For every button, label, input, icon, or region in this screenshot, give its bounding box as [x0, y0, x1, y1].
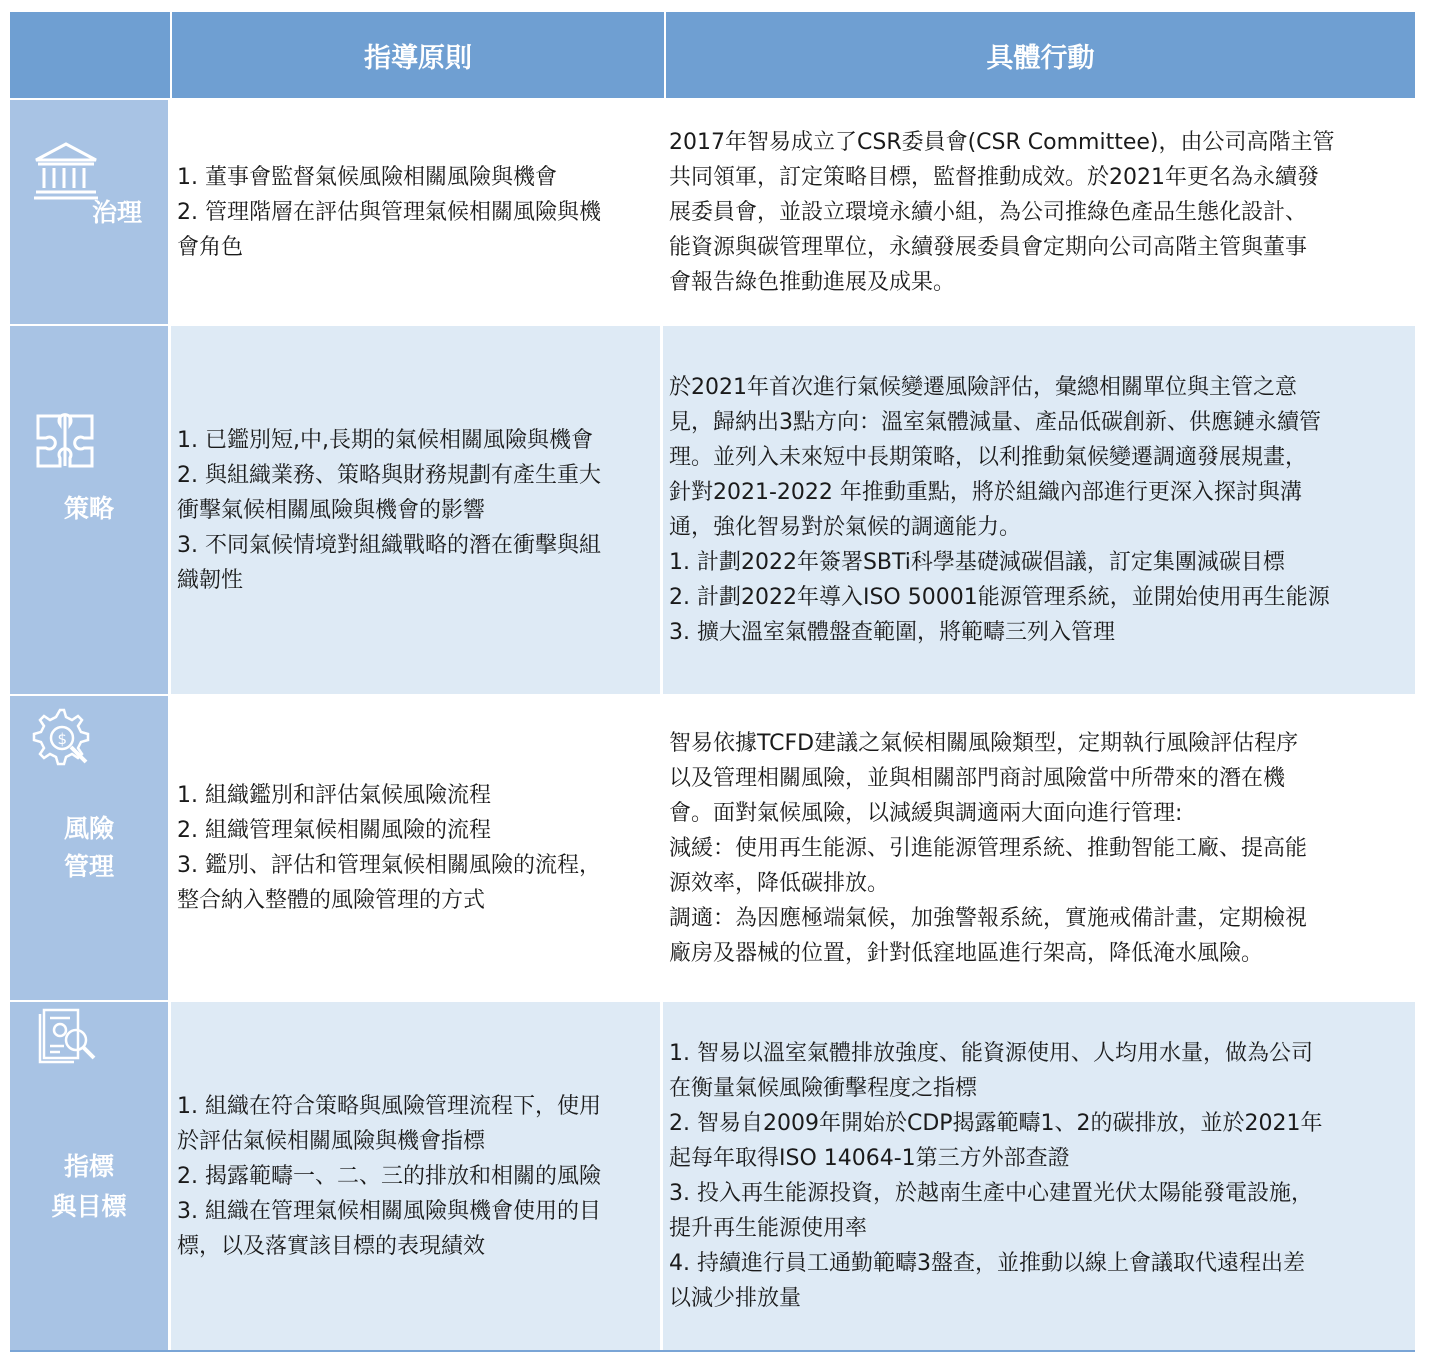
principle-line: 2. 組織管理氣候相關風險的流程 — [177, 818, 491, 843]
principle-line: 2. 管理階層在評估與管理氣候相關風險與機 — [177, 199, 601, 225]
principle-line: 1. 已鑑別短,中,長期的氣候相關風險與機會 — [177, 427, 593, 453]
principle-line: 會角色 — [177, 234, 244, 260]
action-line: 以及管理相關風險，並與相關部門商討風險當中所帶來的潛在機 — [669, 765, 1286, 791]
gear-dollar-search-icon — [30, 706, 102, 772]
principle-line: 3. 不同氣候情境對組織戰略的潛在衝擊與組 — [177, 532, 601, 558]
action-line: 以減少排放量 — [669, 1286, 802, 1311]
category-cell — [10, 100, 168, 324]
principle-cell — [168, 1002, 660, 1350]
principle-line: 1. 組織鑑別和評估氣候風險流程 — [177, 783, 491, 808]
action-line: 3. 擴大溫室氣體盤查範圍，將範疇三列入管理 — [669, 620, 1115, 645]
action-line: 在衡量氣候風險衝擊程度之指標 — [669, 1076, 978, 1101]
action-cell — [660, 1002, 1415, 1350]
table-row-governance — [10, 100, 1415, 324]
principle-line: 衝擊氣候相關風險與機會的影響 — [177, 497, 486, 523]
category-label: 治理 — [91, 198, 142, 227]
action-cell — [660, 696, 1415, 1000]
action-line: 廠房及器械的位置，針對低窪地區進行架高，降低淹水風險。 — [669, 940, 1264, 966]
principle-line: 3. 組織在管理氣候相關風險與機會使用的目 — [177, 1198, 601, 1224]
principle-cell — [168, 326, 660, 694]
category-label-line-1: 指標 — [63, 1152, 114, 1181]
principle-line: 1. 組織在符合策略與風險管理流程下，使用 — [177, 1093, 601, 1119]
action-line: 1. 智易以溫室氣體排放強度、能資源使用、人均用水量，做為公司 — [669, 1041, 1313, 1066]
principle-line: 織韌性 — [177, 567, 244, 593]
table-row-risk-management — [10, 696, 1415, 1000]
action-line: 會報告綠色推動進展及成果。 — [669, 269, 956, 295]
table-bottom-border — [10, 1350, 1415, 1352]
action-line: 通，強化智易對於氣候的調適能力。 — [669, 515, 1022, 540]
category-label: 策略 — [63, 494, 114, 523]
principle-cell — [168, 100, 660, 324]
header-action: 具體行動 — [664, 12, 1415, 98]
action-line: 見，歸納出3點方向：溫室氣體減量、產品低碳創新、供應鏈永續管 — [669, 410, 1321, 435]
action-cell — [660, 326, 1415, 694]
principle-line: 2. 揭露範疇一、二、三的排放和相關的風險 — [177, 1163, 601, 1189]
principle-line: 3. 鑑別、評估和管理氣候相關風險的流程， — [177, 853, 601, 878]
action-line: 源效率，降低碳排放。 — [669, 870, 890, 896]
category-cell — [10, 1002, 168, 1350]
category-cell — [10, 696, 168, 1000]
action-line: 調適：為因應極端氣候，加強警報系統，實施戒備計畫，定期檢視 — [669, 905, 1308, 931]
svg-text:$: $ — [57, 730, 68, 748]
puzzle-icon — [32, 410, 98, 472]
table-row-strategy — [10, 326, 1415, 694]
category-label-line-2: 管理 — [63, 852, 114, 881]
action-line: 會。面對氣候風險，以減緩與調適兩大面向進行管理: — [669, 800, 1183, 826]
header-principle: 指導原則 — [170, 12, 664, 98]
action-line: 提升再生能源使用率 — [669, 1216, 868, 1241]
principle-line: 1. 董事會監督氣候風險相關風險與機會 — [177, 164, 557, 190]
action-line: 3. 投入再生能源投資，於越南生產中心建置光伏太陽能發電設施， — [669, 1181, 1313, 1206]
action-line: 2. 計劃2022年導入ISO 50001能源管理系統，並開始使用再生能源 — [669, 585, 1330, 610]
principle-line: 於評估氣候相關風險與機會指標 — [177, 1128, 486, 1154]
action-line: 針對2021-2022 年推動重點，將於組織內部進行更深入探討與溝 — [669, 480, 1302, 505]
principle-line: 整合納入整體的風險管理的方式 — [177, 888, 486, 913]
category-label-line-1: 風險 — [63, 814, 114, 843]
category-cell — [10, 326, 168, 694]
action-cell — [660, 100, 1415, 324]
action-line: 能資源與碳管理單位，永續發展委員會定期向公司高階主管與董事 — [669, 234, 1308, 260]
action-line: 減緩：使用再生能源、引進能源管理系統、推動智能工廠、提高能 — [669, 835, 1308, 861]
action-line: 展委員會，並設立環境永續小組，為公司推綠色產品生態化設計、 — [669, 199, 1308, 225]
bank-building-icon — [32, 140, 100, 202]
principle-cell — [168, 696, 660, 1000]
principle-line: 2. 與組織業務、策略與財務規劃有產生重大 — [177, 462, 601, 488]
principle-line: 標，以及落實該目標的表現績效 — [177, 1233, 486, 1259]
action-line: 起每年取得ISO 14064-1第三方外部查證 — [669, 1146, 1070, 1171]
action-line: 2017年智易成立了CSR委員會(CSR Committee)，由公司高階主管 — [669, 129, 1335, 155]
report-magnifier-icon — [34, 1006, 100, 1070]
action-line: 理。並列入未來短中長期策略，以利推動氣候變遷調適發展規畫， — [669, 445, 1308, 470]
table-header — [10, 12, 1415, 98]
category-label-line-2: 與目標 — [51, 1192, 127, 1221]
action-line: 4. 持續進行員工通勤範疇3盤查，並推動以線上會議取代遠程出差 — [669, 1251, 1305, 1276]
action-line: 1. 計劃2022年簽署SBTi科學基礎減碳倡議，訂定集團減碳目標 — [669, 550, 1285, 575]
action-line: 智易依據TCFD建議之氣候相關風險類型，定期執行風險評估程序 — [669, 730, 1299, 756]
action-line: 2. 智易自2009年開始於CDP揭露範疇1、2的碳排放，並於2021年 — [669, 1111, 1323, 1136]
action-line: 共同領軍，訂定策略目標，監督推動成效。於2021年更名為永續發 — [669, 164, 1319, 190]
table-row-metrics-targets — [10, 1002, 1415, 1350]
action-line: 於2021年首次進行氣候變遷風險評估，彙總相關單位與主管之意 — [669, 375, 1297, 400]
header-corner — [10, 12, 168, 98]
